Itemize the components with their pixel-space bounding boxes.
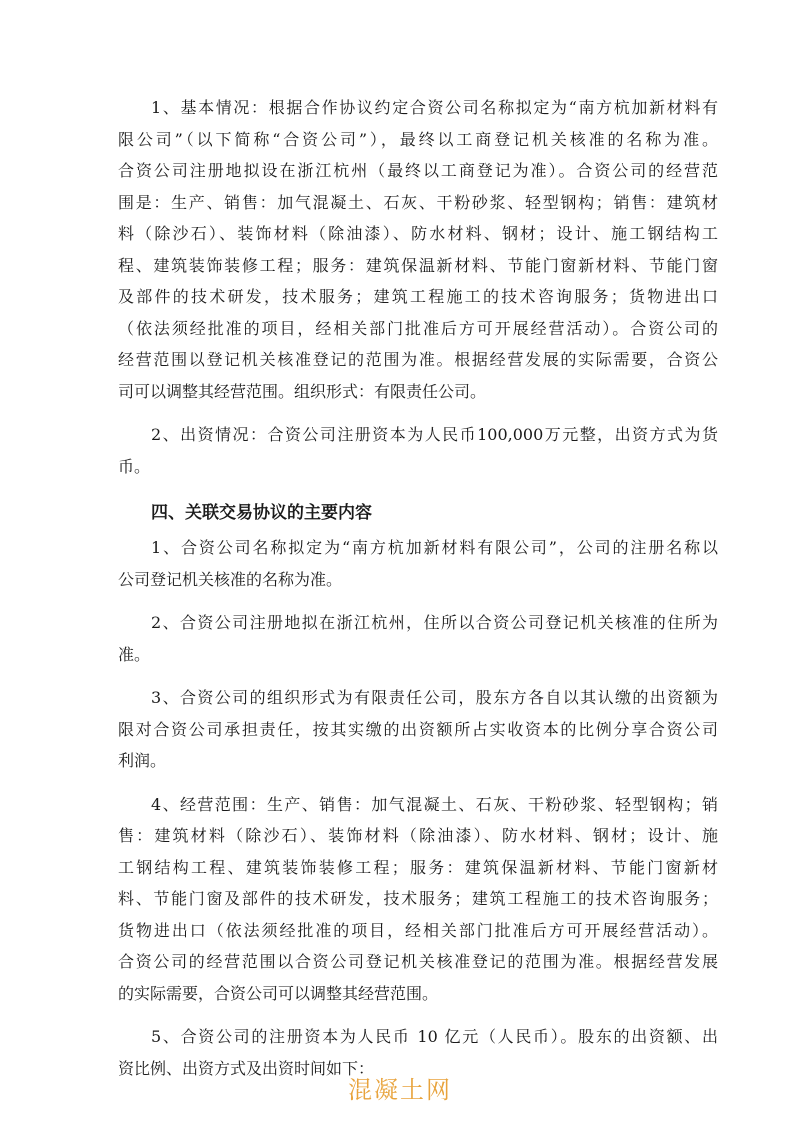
text-line: 程、建筑装饰装修工程；服务：建筑保温新材料、节能门窗新材料、节能门窗 xyxy=(118,255,718,275)
text-line: 及部件的技术研发，技术服务；建筑工程施工的技术咨询服务；货物进出口 xyxy=(118,287,718,306)
text-line: 围是：生产、销售：加气混凝土、石灰、干粉砂浆、轻型钢构；销售：建筑材 xyxy=(118,192,718,212)
paragraph xyxy=(118,789,718,1010)
text-line: 售：建筑材料（除沙石）、装饰材料（除油漆）、防水材料、钢材；设计、施 xyxy=(118,826,718,845)
text-line: 5、合资公司的注册资本为人民币 10 亿元（人民币）。股东的出资额、出 xyxy=(151,1027,718,1046)
text-line: 利润。 xyxy=(118,751,167,770)
text-line: （依法须经批准的项目，经相关部门批准后方可开展经营活动）。合资公司的 xyxy=(118,318,718,338)
text-line: 公司登记机关核准的名称为准。 xyxy=(118,569,343,589)
text-line: 资比例、出资方式及出资时间如下： xyxy=(118,1058,375,1078)
paragraph xyxy=(118,532,718,595)
text-line: 币。 xyxy=(118,456,151,476)
text-line: 2、出资情况：合资公司注册资本为人民币100,000万元整，出资方式为货 xyxy=(151,425,718,444)
document-body xyxy=(118,92,718,1096)
text-line: 工钢结构工程、建筑装饰装修工程；服务：建筑保温新材料、节能门窗新材 xyxy=(118,857,718,877)
text-line: 司可以调整其经营范围。组织形式：有限责任公司。 xyxy=(118,381,487,401)
text-line: 合资公司注册地拟设在浙江杭州（最终以工商登记为准）。合资公司的经营范 xyxy=(118,161,718,180)
text-line: 准。 xyxy=(118,644,151,664)
paragraph xyxy=(118,607,718,670)
text-line: 料（除沙石）、装饰材料（除油漆）、防水材料、钢材；设计、施工钢结构工 xyxy=(118,224,718,243)
watermark-logo: 混凝土网 xyxy=(348,1076,452,1104)
text-line: 合资公司的经营范围以合资公司登记机关核准登记的范围为准。根据经营发展 xyxy=(118,952,718,971)
text-line: 4、经营范围：生产、销售：加气混凝土、石灰、干粉砂浆、轻型钢构；销 xyxy=(151,794,718,814)
text-line: 限公司”（以下简称“合资公司”），最终以工商登记机关核准的名称为准。 xyxy=(118,129,718,149)
paragraph xyxy=(118,92,718,407)
text-line: 1、合资公司名称拟定为“南方杭加新材料有限公司”，公司的注册名称以 xyxy=(151,538,718,557)
paragraph xyxy=(118,682,718,777)
section-heading: 四、关联交易协议的主要内容 xyxy=(151,503,372,523)
text-line: 限对合资公司承担责任，按其实缴的出资额所占实收资本的比例分享合资公司 xyxy=(118,719,718,739)
text-line: 的实际需要，合资公司可以调整其经营范围。 xyxy=(118,983,439,1003)
text-line: 料、节能门窗及部件的技术研发，技术服务；建筑工程施工的技术咨询服务； xyxy=(118,889,718,908)
text-line: 货物进出口（依法须经批准的项目，经相关部门批准后方可开展经营活动）。 xyxy=(118,920,718,940)
text-line: 1、基本情况：根据合作协议约定合资公司名称拟定为“南方杭加新材料有 xyxy=(151,98,718,117)
text-line: 2、合资公司注册地拟在浙江杭州，住所以合资公司登记机关核准的住所为 xyxy=(151,613,718,632)
paragraph xyxy=(118,419,718,482)
text-line: 经营范围以登记机关核准登记的范围为准。根据经营发展的实际需要，合资公 xyxy=(118,350,718,369)
text-line: 3、合资公司的组织形式为有限责任公司，股东方各自以其认缴的出资额为 xyxy=(151,688,718,707)
